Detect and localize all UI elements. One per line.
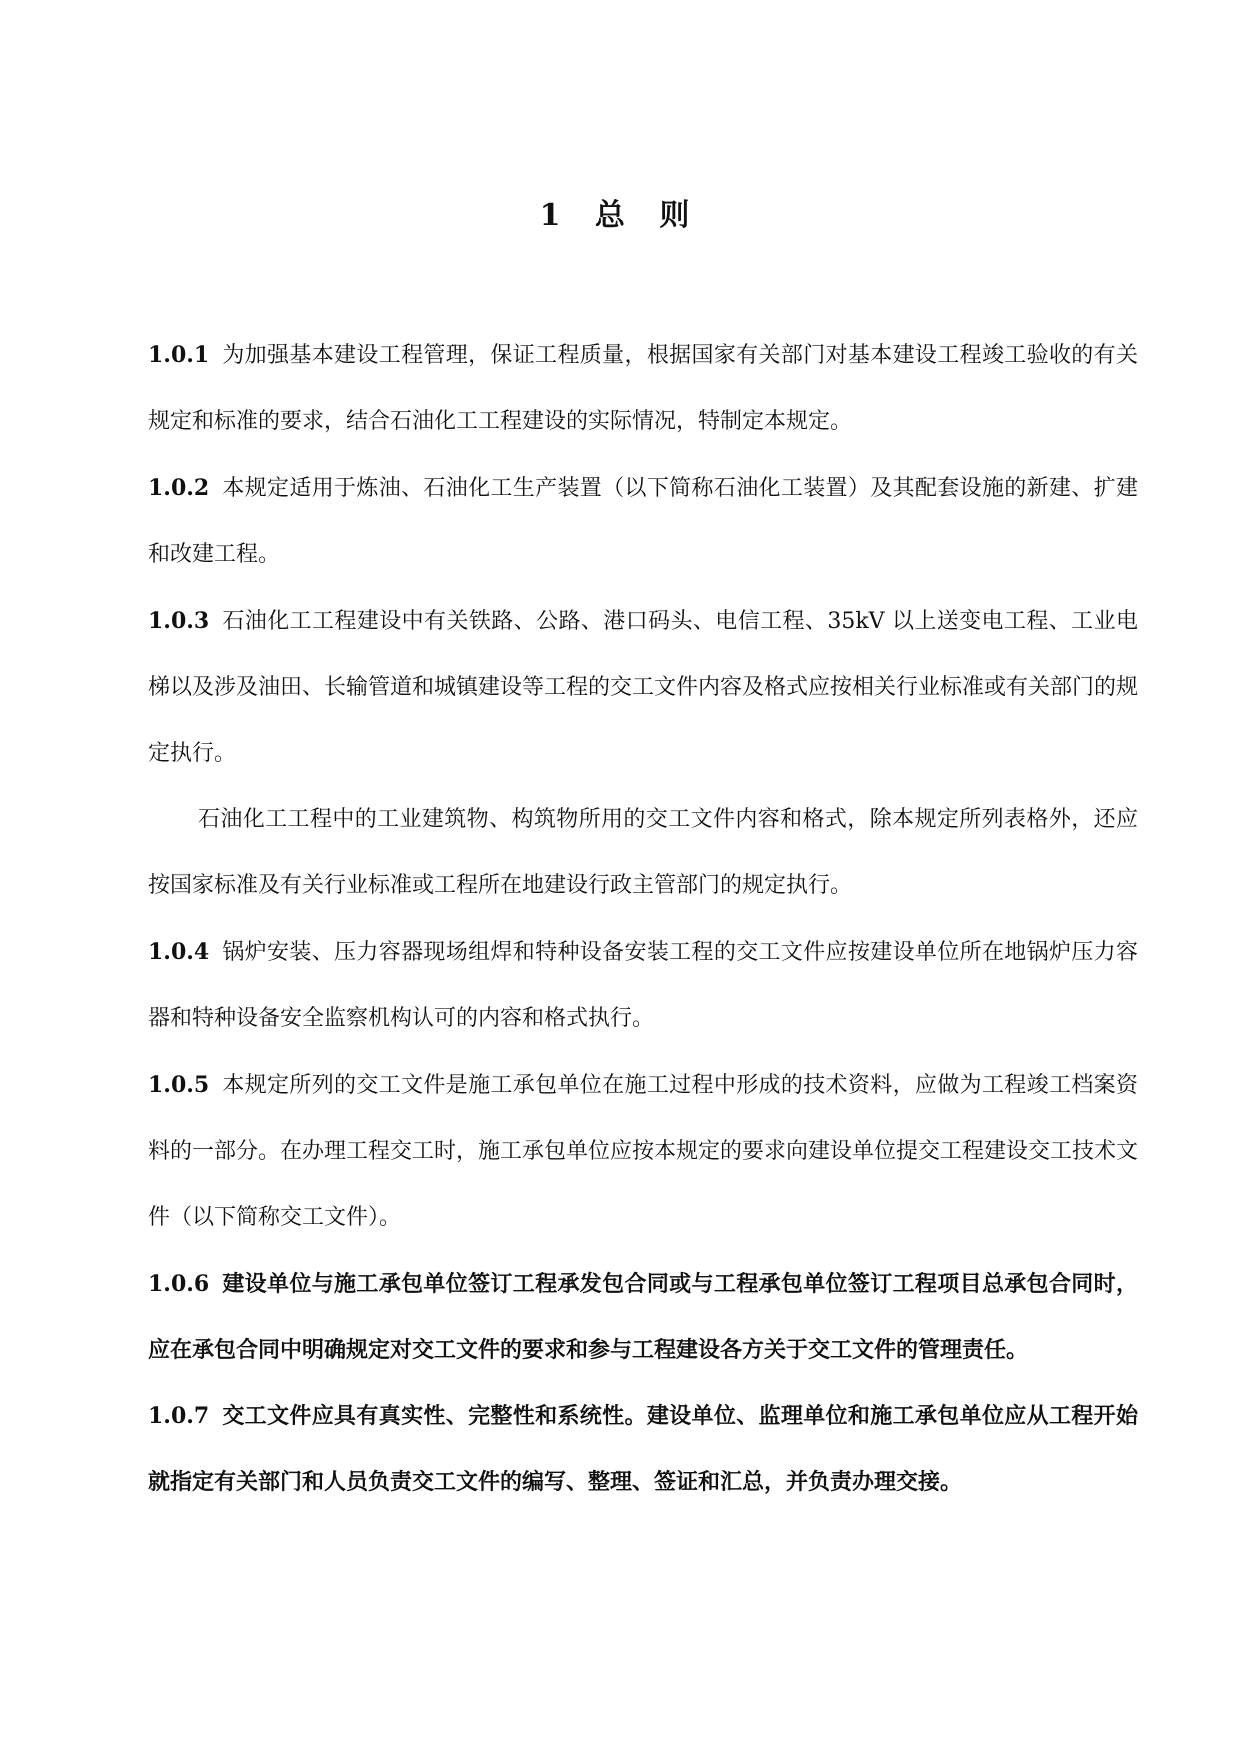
clause-1-0-2 [148,455,1138,588]
clause-number: 1.0.2 [148,475,210,501]
clause-text: 为加强基本建设工程管理，保证工程质量，根据国家有关部门对基本建设工程竣工验收的有关规定和标准的要求，结合石油化工工程建设的实际情况，特制定本规定。 [148,343,1138,434]
clause-number: 1.0.6 [148,1271,210,1297]
clause-1-0-3-paragraph: 石油化工工程中的工业建筑物、构筑物所用的交工文件内容和格式，除本规定所列表格外，还应按国家标准及有关行业标准或工程所在地建设行政主管部门的规定执行。 [148,807,1138,898]
clause-text: 本规定适用于炼油、石油化工生产装置（以下简称石油化工装置）及其配套设施的新建、扩建和改建工程。 [148,476,1138,567]
clause-text: 锅炉安装、压力容器现场组焊和特种设备安装工程的交工文件应按建设单位所在地锅炉压力容器和特种设备安全监察机构认可的内容和格式执行。 [148,940,1138,1031]
clause-number: 1.0.4 [148,939,210,965]
clause-number: 1.0.5 [148,1072,210,1098]
clause-1-0-7 [148,1383,1138,1515]
clause-number: 1.0.1 [148,342,210,368]
clause-1-0-4 [148,919,1138,1052]
clause-text: 石油化工工程建设中有关铁路、公路、港口码头、电信工程、35kV 以上送变电工程、工业电梯以及涉及油田、长输管道和城镇建设等工程的交工文件内容及格式应按相关行业标准或有关部门的规定执行。 [148,609,1139,766]
clause-1-0-3 [148,588,1138,787]
chapter-title: 1 总 则 [539,198,702,233]
clause-text: 交工文件应具有真实性、完整性和系统性。建设单位、监理单位和施工承包单位应从工程开始就指定有关部门和人员负责交工文件的编写、整理、签证和汇总，并负责办理交接。 [148,1403,1138,1495]
clause-number: 1.0.7 [148,1403,210,1429]
clause-1-0-1 [148,322,1138,455]
clause-1-0-5 [148,1052,1138,1251]
clause-number: 1.0.3 [148,608,210,634]
clause-text: 本规定所列的交工文件是施工承包单位在施工过程中形成的技术资料，应做为工程竣工档案资料的一部分。在办理工程交工时，施工承包单位应按本规定的要求向建设单位提交工程建设交工技术文件（以下简称交工文件）。 [148,1073,1139,1230]
clause-1-0-6 [148,1251,1138,1383]
document-body [148,322,1138,1515]
clause-text: 建设单位与施工承包单位签订工程承发包合同或与工程承包单位签订工程项目总承包合同时，应在承包合同中明确规定对交工文件的要求和参与工程建设各方关于交工文件的管理责任。 [148,1271,1138,1363]
